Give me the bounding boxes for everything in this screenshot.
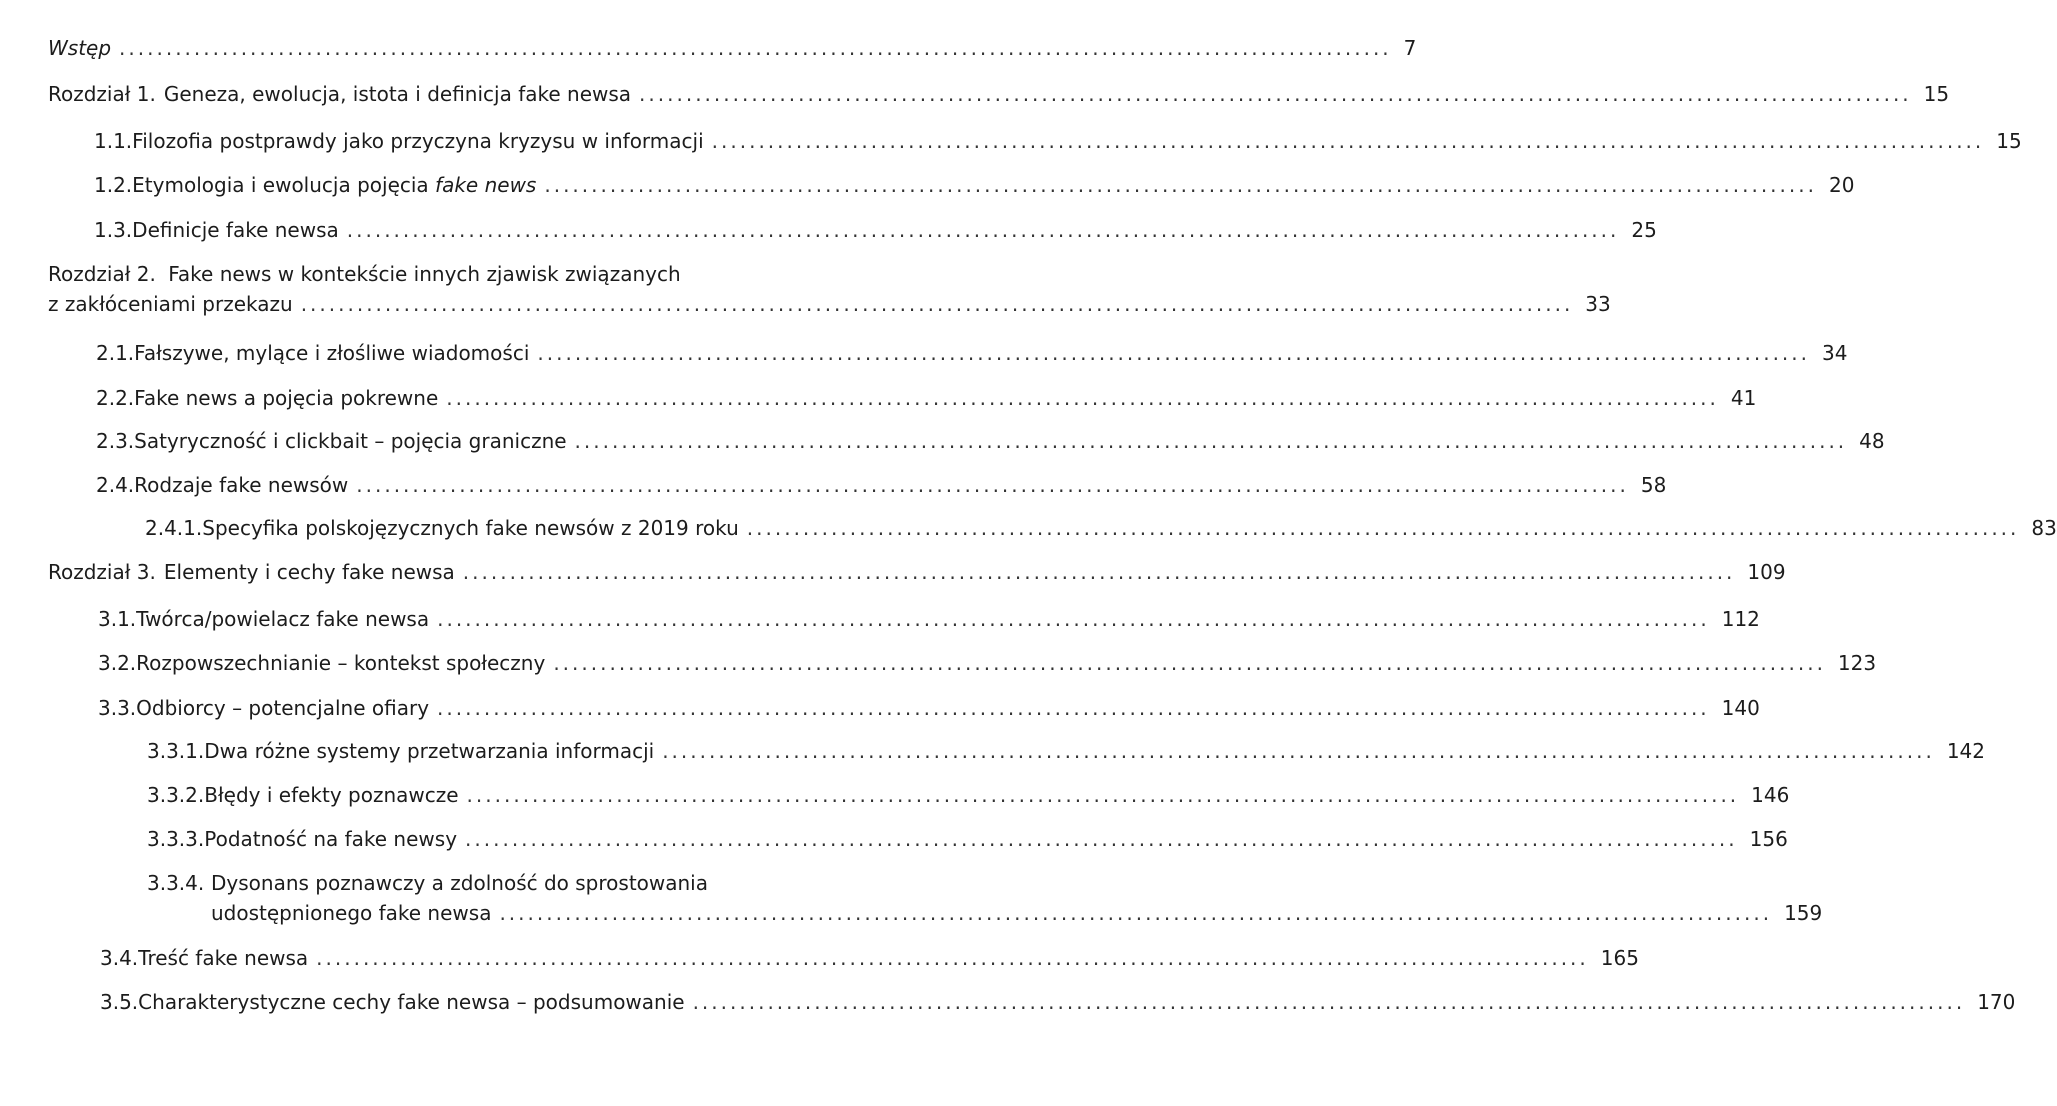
toc-entry-page: 48 [1859,429,1885,453]
dot-leader: ........................................................................................................................................ [537,341,1810,365]
toc-entry-page: 7 [1403,36,1417,60]
dot-leader: ........................................................................................................................................ [316,946,1589,970]
dot-leader: ........................................................................................................................................ [711,129,1985,153]
dot-leader: ........................................................................................................................................ [499,901,1773,925]
dot-leader: ........................................................................................................................................ [346,218,1620,242]
toc-entry-page: 140 [1721,696,1760,720]
toc-entry-title: Filozofia postprawdy jako przyczyna kryzysu w informacji [132,129,704,153]
toc-entry-title: Rodzaje fake newsów [134,473,349,497]
toc-entry-page: 15 [1996,129,2022,153]
toc-entry-page: 170 [1977,990,2016,1014]
dot-leader: ........................................................................................................................................ [300,292,1574,316]
toc-entry-number: 3.3.1. [147,739,205,763]
toc-entry-title-italic: fake news [435,173,537,197]
toc-entry-title: Wstęp [48,36,112,60]
toc-entry-number: 2.3. [96,429,135,453]
toc-section-3-1 [98,607,1760,631]
dot-leader: ........................................................................................................................................ [692,990,1966,1014]
toc-entry-title: Satyryczność i clickbait – pojęcia graniczne [134,429,567,453]
toc-chapter-2-line1 [48,262,681,286]
toc-entry-page: 20 [1828,173,1855,197]
toc-entry-title: udostępnionego fake newsa [211,901,492,925]
toc-entry-page: 33 [1585,292,1611,316]
toc-entry-title: Fałszywe, mylące i złośliwe wiadomości [134,341,530,365]
dot-leader: ........................................................................................................................................ [465,827,1738,851]
toc-entry-title-line1: Dysonans poznawczy a zdolność do sprostowania [211,871,708,895]
dot-leader: ........................................................................................................................................ [574,429,1848,453]
dot-leader: ........................................................................................................................................ [662,739,1935,763]
toc-entry-number: Rozdział 1. [48,82,156,106]
toc-entry-title: Etymologia i ewolucja pojęcia fake news [132,173,537,197]
toc-entry-number: 3.4. [100,946,139,970]
toc-subsection-3-3-4-line1 [147,871,708,895]
toc-subsection-2-4-1 [145,516,2057,540]
toc-entry-number: Rozdział 3. [48,560,156,584]
toc-entry-title: Twórca/powielacz fake newsa [136,607,430,631]
dot-leader: ........................................................................................................................................ [356,473,1629,497]
toc-entry-number: 3.3. [98,696,137,720]
toc-entry-number: 3.2. [98,651,137,675]
toc-entry-number: 1.2. [94,173,133,197]
toc-entry-title: Podatność na fake newsy [204,827,458,851]
toc-entry-title: Elementy i cechy fake newsa [163,560,455,584]
toc-section-3-4 [100,946,1639,970]
dot-leader: ........................................................................................................................................ [462,560,1736,584]
toc-entry-number: 1.1. [94,129,133,153]
toc-entry-title-line1: Fake news w kontekście innych zjawisk związanych [168,262,681,286]
toc-entry-page: 142 [1946,739,1985,763]
toc-entry-page: 25 [1631,218,1657,242]
dot-leader: ........................................................................................................................................ [639,82,1912,106]
toc-entry-title: Odbiorcy – potencjalne ofiary [136,696,430,720]
toc-subsection-3-3-1 [147,739,1985,763]
toc-subsection-3-3-3 [147,827,1788,851]
dot-leader: ........................................................................................................................................ [437,607,1710,631]
toc-subsection-3-3-4 [211,901,1823,925]
toc-entry-page: 146 [1751,783,1790,807]
toc-section-1-1 [94,129,2022,153]
toc-entry-page: 165 [1600,946,1639,970]
toc-entry-page: 159 [1784,901,1823,925]
toc-entry-title: Fake news a pojęcia pokrewne [134,386,439,410]
toc-entry-title: Rozpowszechnianie – kontekst społeczny [136,651,546,675]
toc-entry-title: Treść fake newsa [138,946,309,970]
toc-entry-page: 34 [1822,341,1848,365]
toc-section-1-2 [94,173,1855,197]
toc-entry-number: Rozdział 2. [48,262,156,286]
toc-entry-title: Geneza, ewolucja, istota i definicja fake newsa [163,82,632,106]
toc-section-3-5 [100,990,2016,1014]
toc-chapter-2 [48,292,1611,316]
toc-entry-page: 15 [1923,82,1950,106]
toc-section-2-4 [96,473,1667,497]
toc-entry-title: Błędy i efekty poznawcze [204,783,459,807]
toc-chapter-1 [48,82,1950,106]
toc-entry-number: 2.4.1. [145,516,203,540]
toc-entry-number: 3.3.4. [147,871,205,895]
toc-entry-number: 3.3.2. [147,783,205,807]
toc-entry-number: 3.3.3. [147,827,205,851]
toc-entry-title: Specyfika polskojęzycznych fake newsów z 2019 roku [202,516,739,540]
toc-entry-number: 3.5. [100,990,139,1014]
toc-entry-number: 2.4. [96,473,135,497]
toc-entry-page: 58 [1640,473,1667,497]
toc-section-2-1 [96,341,1848,365]
dot-leader: ........................................................................................................................................ [544,173,1817,197]
toc-entry-page: 156 [1749,827,1788,851]
toc-entry-number: 2.2. [96,386,135,410]
toc-section-2-2 [96,386,1757,410]
toc-entry-page: 112 [1721,607,1760,631]
toc-section-3-3 [98,696,1760,720]
toc-entry-number: 3.1. [98,607,137,631]
toc-section-3-2 [98,651,1877,675]
toc-entry-intro [48,36,1417,60]
dot-leader: ........................................................................................................................................ [437,696,1710,720]
toc-entry-page: 83 [2031,516,2057,540]
toc-entry-page: 109 [1747,560,1786,584]
toc-entry-title: Dwa różne systemy przetwarzania informacji [204,739,655,763]
dot-leader: ........................................................................................................................................ [466,783,1740,807]
dot-leader: ........................................................................................................................................ [446,386,1719,410]
dot-leader: ........................................................................................................................................ [553,651,1826,675]
toc-chapter-3 [48,560,1786,584]
toc-entry-number: 1.3. [94,218,133,242]
toc-subsection-3-3-2 [147,783,1790,807]
dot-leader: ........................................................................................................................................ [746,516,2020,540]
toc-entry-number: 2.1. [96,341,135,365]
toc-section-2-3 [96,429,1885,453]
toc-entry-title: z zakłóceniami przekazu [48,292,293,316]
toc-entry-page: 123 [1837,651,1877,675]
dot-leader: ........................................................................................................................................ [119,36,1392,60]
toc-entry-title: Definicje fake newsa [132,218,339,242]
toc-entry-title: Charakterystyczne cechy fake newsa – podsumowanie [138,990,685,1014]
toc-section-1-3 [94,218,1657,242]
toc-entry-page: 41 [1730,386,1757,410]
